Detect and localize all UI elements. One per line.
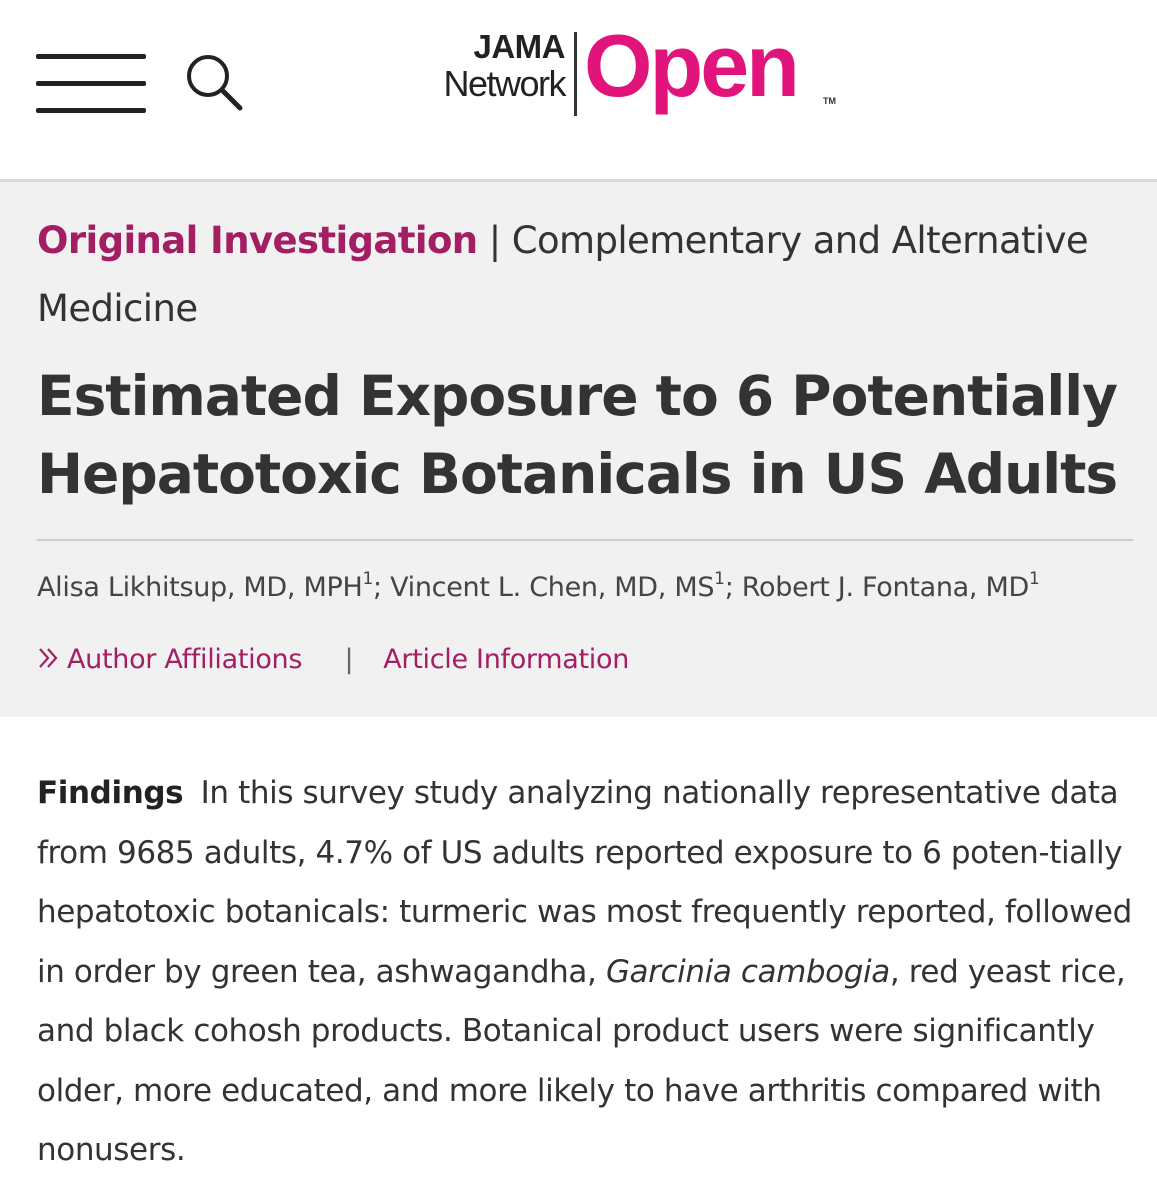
author-name[interactable]: Alisa Likhitsup, MD, MPH <box>37 572 363 603</box>
findings-text: In this survey study analyzing nationally representative data from 9685 adults, 4.7% of US adults reported exposure to 6 poten-tially hepatotoxic botanicals: turmeric was most frequently reported, followed in order by green tea, ashwagandha, <box>37 775 1132 990</box>
logo-open-text: Open <box>584 16 797 115</box>
article-category <box>37 207 1147 343</box>
findings-italic-text: Garcinia cambogia <box>605 953 890 990</box>
article-subject-link[interactable]: Complementary and Alternative Medicine <box>37 219 1089 330</box>
category-separator: | <box>488 219 501 262</box>
author-affiliations-link[interactable] <box>37 644 310 675</box>
author-list <box>37 569 1147 603</box>
double-chevron-right-icon <box>37 646 61 677</box>
logo-network-text: Network <box>443 63 565 104</box>
author-name[interactable]: Vincent L. Chen, MD, MS <box>390 572 715 603</box>
author-separator: ; <box>724 572 742 603</box>
author-affiliation-mark: 1 <box>714 569 725 589</box>
site-header <box>0 0 1157 182</box>
findings-label: Findings <box>37 775 184 811</box>
search-icon[interactable] <box>184 52 246 114</box>
logo-jama-text: JAMA <box>473 28 565 65</box>
logo-divider <box>574 32 577 116</box>
article-information-link[interactable]: Article Information <box>383 644 630 675</box>
links-divider: | <box>344 644 354 675</box>
author-separator: ; <box>373 572 391 603</box>
hamburger-menu-icon[interactable] <box>36 50 146 116</box>
author-affiliation-mark: 1 <box>362 569 373 589</box>
findings-paragraph <box>37 764 1137 1181</box>
article-type-link[interactable]: Original Investigation <box>37 219 478 262</box>
header-divider <box>37 539 1133 541</box>
logo-trademark: TM <box>823 96 836 106</box>
logo-jama-network <box>405 30 565 102</box>
article-header <box>0 182 1157 717</box>
findings-text-end: , red yeast rice, and black cohosh products. Botanical product users were significantly older, more educated, and more likely to have arthritis compared with nonusers. <box>37 953 1126 1168</box>
author-name[interactable]: Robert J. Fontana, MD <box>741 572 1029 603</box>
author-affiliation-mark: 1 <box>1028 569 1040 589</box>
article-links <box>37 644 629 677</box>
author-affiliations-label: Author Affiliations <box>67 644 303 675</box>
jama-network-open-logo[interactable] <box>408 16 848 120</box>
article-title: Estimated Exposure to 6 Potentially Hepatotoxic Botanicals in US Adults <box>37 364 1118 506</box>
